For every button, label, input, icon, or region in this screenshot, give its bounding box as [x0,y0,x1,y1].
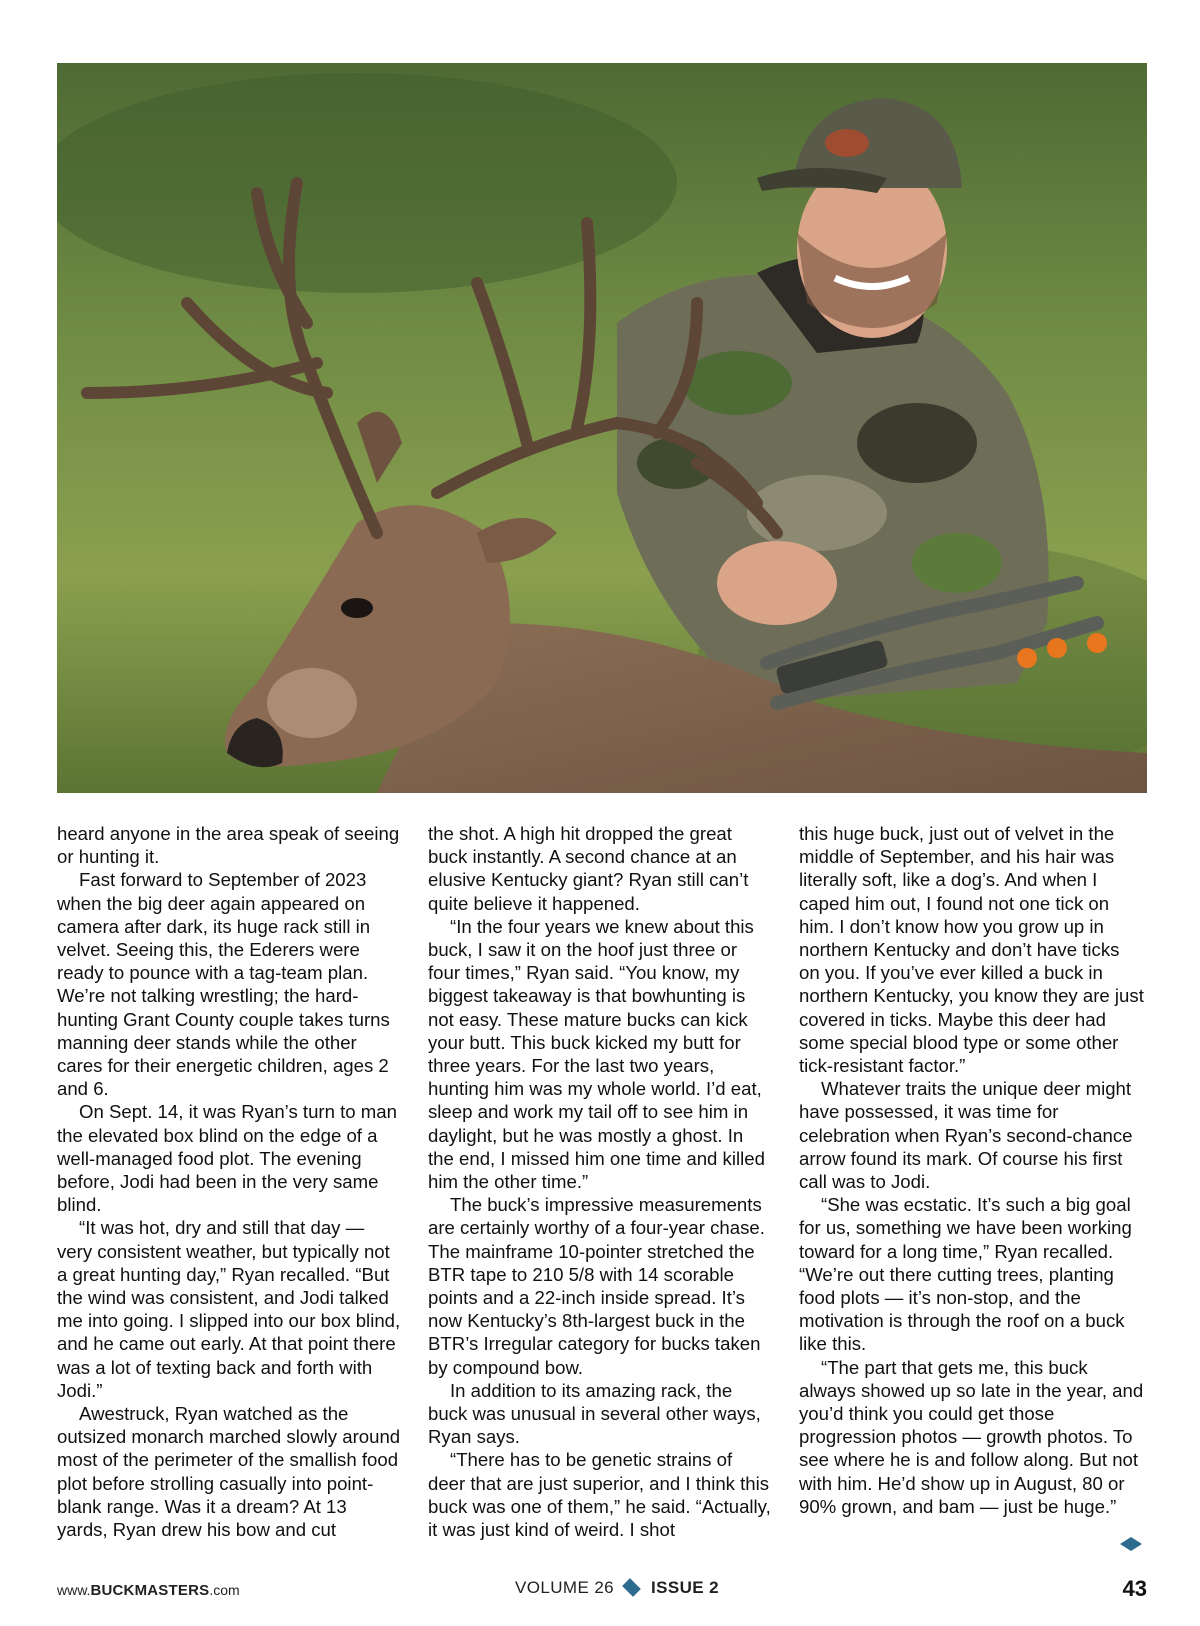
paragraph: “The part that gets me, this buck always showed up so late in the year, and you’d think you could get those progression photos — growth photos. To see where he is and follow along. But not with him. He’d show up in August, 80 or 90% grown, and bam — just be huge.” [799,1356,1144,1517]
column-2 [428,822,773,1541]
issue-label: ISSUE 2 [651,1578,720,1597]
paragraph: In addition to its amazing rack, the buck was unusual in several other ways, Ryan says. [428,1379,761,1448]
paragraph: this huge buck, just out of velvet in the middle of September, and his hair was literally soft, like a dog’s. And when I caped him out, I found not one tick on him. I don’t know how you grow up in northern Kentucky and don’t have ticks on you. If you’ve ever killed a buck in northern Kentucky, you know they are just covered in ticks. Maybe this deer had some special blood type or some other tick-resistant factor.” [799,823,1144,1077]
paragraph: The buck’s impressive measurements are certainly worthy of a four-year chase. The mainframe 10-pointer stretched the BTR tape to 210 5/8 with 14 scorable points and a 22-inch inside spread. It’s now Kentucky’s 8th-largest buck in the BTR’s Irregular category for bucks taken by compound bow. [428,1194,765,1378]
paragraph: Fast forward to September of 2023 when the big deer again appeared on camera after dark, its huge rack still in velvet. Seeing this, the Ederers were ready to pounce with a tag-team plan. We’re not talking wrestling; the hard-hunting Grant County couple takes turns manning deer stands while the other cares for their energetic children, ages 2 and 6. [57,869,390,1100]
paragraph: “She was ecstatic. It’s such a big goal for us, something we have been working toward for a long time,” Ryan recalled. “We’re out there cutting trees, planting food plots — it’s non-stop, and the motivation is through the roof on a buck like this. [799,1194,1132,1355]
volume-label: VOLUME 26 [515,1578,615,1597]
diamond-icon [622,1578,641,1597]
feature-photo [57,63,1147,793]
page-footer [57,1576,1147,1606]
buck-hunter-photo-icon [57,63,1147,793]
paragraph: On Sept. 14, it was Ryan’s turn to man the elevated box blind on the edge of a well-managed food plot. The evening before, Jodi had been in the very same blind. [57,1101,397,1216]
column-3 [799,822,1144,1518]
paragraph: Awestruck, Ryan watched as the outsized monarch marched slowly around most of the perimeter of the smallish food plot before strolling casually into point-blank range. Was it a dream? At 13 yards, Ryan drew his bow and cut [57,1403,401,1541]
footer-website[interactable] [57,1582,240,1599]
end-of-story-diamond-icon [1120,1544,1142,1551]
article-body [57,822,1147,1558]
paragraph: “It was hot, dry and still that day — very consistent weather, but typically not a great hunting day,” Ryan recalled. “But the wind was consistent, and Jodi talked me into going. I slipped into our box blind, and he came out early. At that point there was a lot of texting back and forth with Jodi.” [57,1217,401,1401]
site-suffix: .com [209,1582,240,1598]
paragraph: “In the four years we knew about this buck, I saw it on the hoof just three or four times,” Ryan said. “You know, my biggest takeaway is that bowhunting is not easy. These mature bucks can kick your butt. This buck kicked my butt for three years. For the last two years, hunting him was my whole world. I’d eat, sleep and work my tail off to see him in daylight, but he was mostly a ghost. In the end, I missed him one time and killed him the other time.” [428,915,765,1193]
column-1 [57,822,402,1541]
site-prefix: www. [57,1582,91,1598]
paragraph: heard anyone in the area speak of seeing or hunting it. [57,823,400,868]
footer-issue-info [515,1578,719,1598]
page-number: 43 [1122,1576,1147,1601]
paragraph: the shot. A high hit dropped the great buck instantly. A second chance at an elusive Kentucky giant? Ryan still can’t quite believe it happened. [428,823,749,914]
site-brand: BUCKMASTERS [90,1582,210,1599]
paragraph: Whatever traits the unique deer might have possessed, it was time for celebration when Ryan’s second-chance arrow found its mark. Of course his first call was to Jodi. [799,1078,1133,1193]
paragraph: “There has to be genetic strains of deer that are just superior, and I think this buck was one of them,” he said. “Actually, it was just kind of weird. I shot [428,1449,771,1541]
